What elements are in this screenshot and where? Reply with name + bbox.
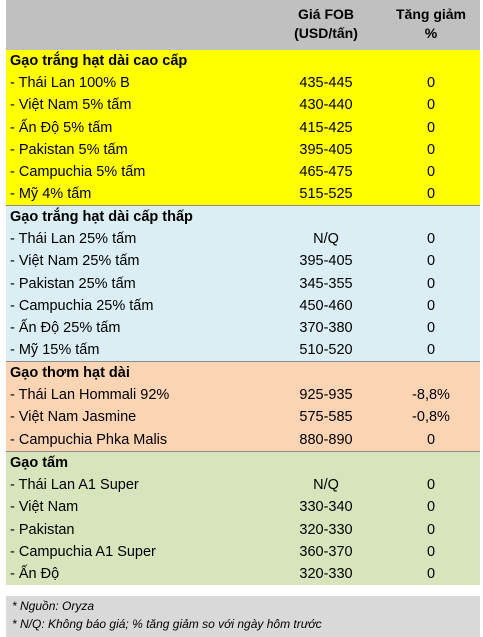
row-name: - Ấn Độ 25% tấm [10, 319, 121, 336]
rice-price-table [6, 0, 480, 637]
row-price: 575-585 [299, 409, 353, 426]
row-change: 0 [426, 499, 436, 516]
table-row [6, 496, 480, 518]
row-price: 395-405 [299, 253, 353, 270]
row-change: 0 [426, 319, 436, 336]
price-column-header [266, 5, 386, 43]
table-row [6, 183, 480, 205]
row-price: 880-890 [299, 431, 353, 448]
row-price: 430-440 [299, 97, 353, 114]
row-name: - Campuchia A1 Super [10, 543, 156, 560]
row-change: 0 [426, 97, 436, 114]
section-title-row [6, 362, 480, 384]
table-row [6, 541, 480, 563]
table-row [6, 519, 480, 541]
row-change: 0 [426, 521, 436, 538]
row-change: -8,8% [412, 387, 450, 404]
row-price: 450-460 [299, 297, 353, 314]
change-header-line2: % [424, 25, 438, 41]
row-price: 370-380 [299, 319, 353, 336]
section-title: Gạo trắng hạt dài cấp thấp [10, 209, 193, 225]
row-price: 515-525 [299, 186, 353, 203]
row-name: - Ấn Độ 5% tấm [10, 119, 113, 136]
row-price: 320-330 [299, 521, 353, 538]
row-name: - Mỹ 15% tấm [10, 342, 100, 359]
row-name: - Việt Nam 25% tấm [10, 253, 140, 270]
row-name: - Thái Lan 25% tấm [10, 231, 137, 248]
row-name: - Pakistan 5% tấm [10, 141, 128, 158]
table-row [6, 317, 480, 339]
row-price: 415-425 [299, 119, 353, 136]
row-name: - Việt Nam 5% tấm [10, 97, 132, 114]
row-name: - Thái Lan 100% B [10, 75, 130, 92]
row-name: - Việt Nam [10, 499, 79, 516]
row-price: 330-340 [299, 499, 353, 516]
row-name: - Pakistan 25% tấm [10, 275, 136, 292]
row-change: 0 [426, 431, 436, 448]
row-change: 0 [426, 75, 436, 92]
row-name: - Pakistan [10, 521, 75, 538]
section-title-row [6, 452, 480, 474]
table-row [6, 406, 480, 428]
section-low-grade-long-grain [6, 206, 480, 361]
table-row [6, 72, 480, 94]
table-row [6, 339, 480, 361]
row-name: - Ấn Độ [10, 565, 60, 582]
section-title-row [6, 50, 480, 72]
row-price: N/Q [313, 477, 339, 494]
row-change: 0 [426, 565, 436, 582]
row-price: 345-355 [299, 275, 353, 292]
row-name: - Mỹ 4% tấm [10, 186, 92, 203]
row-name: - Campuchia Phka Malis [10, 431, 168, 448]
row-price: 435-445 [299, 75, 353, 92]
row-price: 360-370 [299, 543, 353, 560]
row-price: 465-475 [299, 163, 353, 180]
row-change: -0,8% [412, 409, 450, 426]
table-row [6, 161, 480, 183]
table-row [6, 228, 480, 250]
table-header [6, 0, 480, 50]
section-title-row [6, 206, 480, 228]
row-change: 0 [426, 275, 436, 292]
change-column-header [371, 5, 483, 43]
table-row [6, 429, 480, 451]
table-row [6, 384, 480, 406]
row-price: N/Q [313, 231, 339, 248]
table-row [6, 250, 480, 272]
row-price: 925-935 [299, 387, 353, 404]
table-row [6, 94, 480, 116]
row-name: - Việt Nam Jasmine [10, 409, 137, 426]
row-change: 0 [426, 253, 436, 270]
table-row [6, 563, 480, 585]
row-name: - Campuchia 25% tấm [10, 297, 154, 314]
section-fragrant-long-grain [6, 362, 480, 451]
source-note: * Nguồn: Oryza [12, 599, 95, 613]
table-row [6, 295, 480, 317]
row-change: 0 [426, 342, 436, 359]
table-row [6, 474, 480, 496]
footnotes [6, 596, 480, 637]
row-name: - Thái Lan A1 Super [10, 477, 139, 494]
row-name: - Campuchia 5% tấm [10, 163, 146, 180]
row-change: 0 [426, 141, 436, 158]
legend-note: * N/Q: Không báo giá; % tăng giảm so với ngày hôm trước [12, 617, 322, 631]
row-price: 320-330 [299, 565, 353, 582]
row-price: 395-405 [299, 141, 353, 158]
price-header-line1: Giá FOB [297, 6, 354, 22]
row-change: 0 [426, 186, 436, 203]
price-header-line2: (USD/tấn) [294, 25, 358, 41]
table-row [6, 139, 480, 161]
row-change: 0 [426, 477, 436, 494]
row-change: 0 [426, 231, 436, 248]
section-title: Gạo trắng hạt dài cao cấp [10, 53, 188, 69]
row-price: 510-520 [299, 342, 353, 359]
section-premium-long-grain [6, 50, 480, 205]
section-title: Gạo thơm hạt dài [10, 365, 130, 381]
table-row [6, 273, 480, 295]
row-change: 0 [426, 163, 436, 180]
table-row [6, 117, 480, 139]
section-broken-rice [6, 452, 480, 585]
row-change: 0 [426, 543, 436, 560]
row-change: 0 [426, 297, 436, 314]
row-name: - Thái Lan Hommali 92% [10, 387, 170, 404]
section-title: Gạo tấm [10, 455, 69, 471]
row-change: 0 [426, 119, 436, 136]
change-header-line1: Tăng giảm [395, 6, 466, 22]
